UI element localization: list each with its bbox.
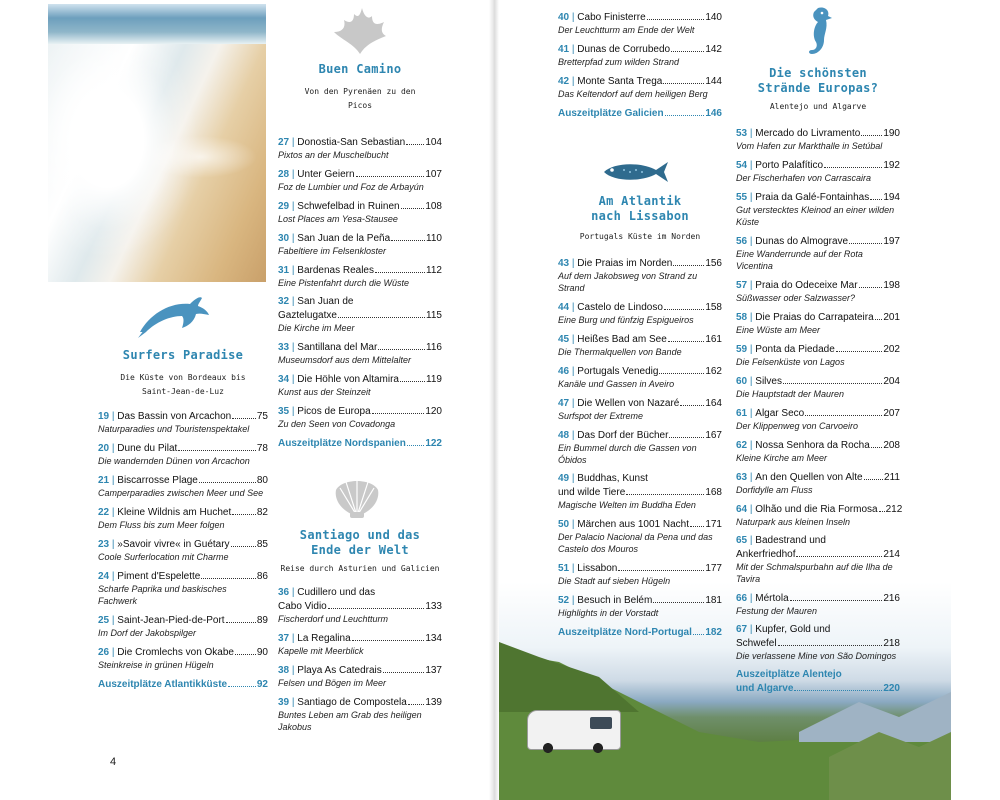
- entry-number: 65: [736, 535, 748, 546]
- entry-page: 214: [883, 549, 900, 560]
- toc-entry[interactable]: 37 | La Regalina 134 Kapelle mit Meerblick: [278, 633, 442, 656]
- entry-description: Felsen und Bögen im Meer: [278, 678, 387, 688]
- entry-description: Kunst aus der Steinzeit: [278, 387, 371, 397]
- entry-number: 56: [736, 236, 748, 247]
- entry-title: Santiago de Compostela: [297, 697, 407, 708]
- entry-description: Dem Fluss bis zum Meer folgen: [98, 520, 225, 530]
- toc-entry[interactable]: 49 | Buddhas, Kunst und wilde Tiere 168 Magische Welten im Buddha Eden: [558, 473, 722, 510]
- toc-entry[interactable]: 32 | San Juan de Gaztelugatxe 115 Die Kirche im Meer: [278, 296, 442, 333]
- entry-title: Dunas do Almograve: [755, 236, 849, 247]
- entry-number: 19: [98, 411, 110, 422]
- entry-description: Eine Wanderrunde auf der Rota Vicentina: [736, 249, 863, 271]
- entry-title: Playa As Catedrais: [297, 665, 382, 676]
- toc-entry[interactable]: 27 | Donostia-San Sebastian 104 Pixtos an der Muschelbucht: [278, 137, 442, 160]
- toc-entry[interactable]: 34 | Die Höhle von Altamira 119 Kunst aus der Steinzeit: [278, 374, 442, 397]
- toc-list: [98, 409, 268, 671]
- section-heading: Am Atlantik nach Lissabon: [591, 194, 689, 223]
- entry-title: »Savoir vivre« in Guétary: [117, 539, 230, 550]
- entry-number: 21: [98, 475, 110, 486]
- entry-title: Ponta da Piedade: [755, 344, 835, 355]
- toc-entry[interactable]: 66 | Mértola 216 Festung der Mauren: [736, 593, 900, 616]
- entry-title: Biscarrosse Plage: [117, 475, 198, 486]
- entry-page: 202: [883, 344, 900, 355]
- entry-page: 190: [883, 128, 900, 139]
- entry-description: Im Dorf der Jakobspilger: [98, 628, 197, 638]
- entry-page: 140: [705, 12, 722, 23]
- entry-number: 66: [736, 593, 748, 604]
- entry-title: Monte Santa Trega: [577, 76, 663, 87]
- entry-number: 46: [558, 366, 570, 377]
- entry-description: Süßwasser oder Salzwasser?: [736, 293, 856, 303]
- entry-page: 197: [883, 236, 900, 247]
- entry-title: San Juan de: [297, 296, 354, 307]
- toc-list: [558, 10, 722, 100]
- section-strande-europas: [736, 66, 903, 695]
- entry-title: Piment d'Espelette: [117, 571, 201, 582]
- entry-page: 162: [705, 366, 722, 377]
- page-number: 4: [110, 756, 117, 768]
- sardine-icon: [600, 160, 670, 184]
- vulture-icon: [332, 6, 388, 56]
- entry-page: 112: [426, 265, 442, 276]
- entry-title: Picos de Europa: [297, 406, 371, 417]
- entry-number: 44: [558, 302, 570, 313]
- entry-page: 194: [883, 192, 900, 203]
- entry-number: 51: [558, 563, 570, 574]
- entry-page: 82: [256, 507, 268, 518]
- entry-number: 53: [736, 128, 748, 139]
- toc-entry[interactable]: 56 | Dunas do Almograve 197 Eine Wanderrunde auf der Rota Vicentina: [736, 236, 900, 271]
- entry-page: 78: [256, 443, 268, 454]
- entry-page: 168: [705, 487, 722, 498]
- entry-page: 116: [426, 342, 442, 353]
- entry-number: 55: [736, 192, 748, 203]
- toc-entry[interactable]: 24 | Piment d'Espelette 86 Scharfe Paprika und baskisches Fachwerk: [98, 571, 268, 606]
- section-subtitle: Portugals Küste im Norden: [579, 232, 701, 241]
- entry-page: 198: [883, 280, 900, 291]
- entry-title: Dune du Pilat: [117, 443, 178, 454]
- toc-entry[interactable]: 58 | Die Praias do Carrapateira 201 Eine Wüste am Meer: [736, 312, 900, 335]
- toc-entry[interactable]: 29 | Schwefelbad in Ruinen 108 Lost Places am Yesa-Stausee: [278, 201, 442, 224]
- entry-number: 59: [736, 344, 748, 355]
- entry-number: 52: [558, 595, 570, 606]
- entry-title: Kleine Wildnis am Huchet: [117, 507, 232, 518]
- entry-title-line2: Schwefel: [736, 638, 777, 649]
- entry-number: 38: [278, 665, 290, 676]
- entry-number: 35: [278, 406, 290, 417]
- toc-entry[interactable]: 41 | Dunas de Corrubedo 142 Bretterpfad zum wilden Strand: [558, 44, 722, 67]
- toc-entry[interactable]: 25 | Saint-Jean-Pied-de-Port 89 Im Dorf der Jakobspilger: [98, 615, 268, 638]
- entry-number: 43: [558, 258, 570, 269]
- entry-description: Bretterpfad zum wilden Strand: [558, 57, 680, 67]
- entry-description: Die wandernden Dünen von Arcachon: [98, 456, 250, 466]
- entry-page: 104: [425, 137, 442, 148]
- entry-number: 58: [736, 312, 748, 323]
- entry-description: Naturpark aus kleinen Inseln: [736, 517, 851, 527]
- entry-page: 167: [705, 430, 722, 441]
- entry-number: 22: [98, 507, 110, 518]
- entry-description: Auf dem Jakobsweg von Strand zu Strand: [558, 271, 698, 293]
- dolphin-icon: [136, 292, 212, 340]
- toc-list: [558, 256, 722, 619]
- entry-number: 40: [558, 12, 570, 23]
- section-galicien-end: [558, 10, 722, 120]
- entry-page: 177: [705, 563, 722, 574]
- entry-number: 45: [558, 334, 570, 345]
- entry-title: Die Praias do Carrapateira: [755, 312, 874, 323]
- entry-title: Praia da Galé-Fontainhas: [755, 192, 870, 203]
- toc-entry[interactable]: 48 | Das Dorf der Bücher 167 Ein Bummel durch die Gassen von Óbidos: [558, 430, 722, 465]
- entry-page: 115: [426, 310, 442, 321]
- entry-number: 62: [736, 440, 748, 451]
- entry-title: Olhão und die Ria Formosa: [755, 504, 878, 515]
- auszeit-label: Auszeitplätze Atlantikküste: [98, 679, 228, 690]
- toc-entry[interactable]: 30 | San Juan de la Peña 110 Fabeltiere im Felsenkloster: [278, 233, 442, 256]
- entry-page: 211: [884, 472, 900, 483]
- entry-number: 48: [558, 430, 570, 441]
- entry-number: 36: [278, 587, 290, 598]
- section-santiago: [278, 528, 442, 739]
- entry-description: Das Keltendorf auf dem heiligen Berg: [558, 89, 708, 99]
- section-subtitle: Die Küste von Bordeaux bis Saint-Jean-de-Luz: [120, 373, 246, 396]
- entry-page: 156: [705, 258, 722, 269]
- toc-entry[interactable]: 57 | Praia do Odeceixe Mar 198 Süßwasser oder Salzwasser?: [736, 280, 900, 303]
- toc-entry[interactable]: 33 | Santillana del Mar 116 Museumsdorf aus dem Mittelalter: [278, 342, 442, 365]
- entry-description: Der Fischerhafen von Carrascaira: [736, 173, 872, 183]
- entry-page: 75: [256, 411, 268, 422]
- entry-number: 31: [278, 265, 290, 276]
- entry-page: 204: [883, 376, 900, 387]
- entry-title-line2: und wilde Tiere: [558, 487, 626, 498]
- section-heading: Surfers Paradise: [122, 348, 244, 362]
- entry-number: 60: [736, 376, 748, 387]
- entry-description: Der Klippenweg von Carvoeiro: [736, 421, 859, 431]
- entry-number: 67: [736, 624, 748, 635]
- auszeit-label: Auszeitplätze Nordspanien: [278, 438, 406, 449]
- toc-entry[interactable]: 42 | Monte Santa Trega 144 Das Keltendorf auf dem heiligen Berg: [558, 76, 722, 99]
- section-surfers-paradise: [98, 348, 268, 691]
- toc-entry[interactable]: 20 | Dune du Pilat 78 Die wandernden Dünen von Arcachon: [98, 443, 268, 466]
- entry-description: Naturparadies und Touristenspektakel: [98, 424, 250, 434]
- entry-title: Märchen aus 1001 Nacht: [577, 519, 690, 530]
- entry-description: Camperparadies zwischen Meer und See: [98, 488, 264, 498]
- entry-page: 161: [705, 334, 722, 345]
- entry-title: Cabo Finisterre: [577, 12, 646, 23]
- toc-entry[interactable]: 50 | Märchen aus 1001 Nacht 171 Der Palacio Nacional da Pena und das Castelo dos Mouros: [558, 519, 722, 554]
- toc-entry[interactable]: 64 | Olhão und die Ria Formosa 212 Naturpark aus kleinen Inseln: [736, 504, 903, 527]
- entry-page: 142: [705, 44, 722, 55]
- entry-description: Surfspot der Extreme: [558, 411, 644, 421]
- toc-list: [278, 135, 442, 430]
- auszeit-page: 146: [705, 108, 722, 119]
- entry-number: 28: [278, 169, 290, 180]
- entry-title: Portugals Venedig: [577, 366, 659, 377]
- entry-page: 139: [425, 697, 442, 708]
- auszeit-page: 122: [425, 438, 442, 449]
- entry-description: Zu den Seen von Covadonga: [278, 419, 396, 429]
- toc-entry[interactable]: 46 | Portugals Venedig 162 Kanäle und Gassen in Aveiro: [558, 366, 722, 389]
- entry-title-line2: Ankerfriedhof: [736, 549, 796, 560]
- entry-title: Algar Seco: [755, 408, 805, 419]
- entry-title: Das Bassin von Arcachon: [117, 411, 232, 422]
- entry-number: 33: [278, 342, 290, 353]
- entry-title: Praia do Odeceixe Mar: [755, 280, 858, 291]
- entry-number: 24: [98, 571, 110, 582]
- entry-description: Scharfe Paprika und baskisches Fachwerk: [98, 584, 227, 606]
- entry-title: Mértola: [755, 593, 789, 604]
- toc-entry[interactable]: 21 | Biscarrosse Plage 80 Camperparadies zwischen Meer und See: [98, 475, 268, 498]
- entry-description: Pixtos an der Muschelbucht: [278, 150, 389, 160]
- entry-number: 25: [98, 615, 110, 626]
- entry-page: 208: [883, 440, 900, 451]
- entry-number: 57: [736, 280, 748, 291]
- toc-entry[interactable]: 23 | »Savoir vivre« in Guétary 85 Coole Surferlocation mit Charme: [98, 539, 268, 562]
- entry-title-line2: Cabo Vidio: [278, 601, 327, 612]
- entry-description: Eine Pistenfahrt durch die Wüste: [278, 278, 410, 288]
- auszeit-label-line2: und Algarve: [736, 683, 794, 694]
- toc-entry[interactable]: 60 | Silves 204 Die Hauptstadt der Mauren: [736, 376, 900, 399]
- toc-entry[interactable]: 67 | Kupfer, Gold und Schwefel 218 Die verlassene Mine von São Domingos: [736, 624, 900, 661]
- auszeit-entry[interactable]: [98, 677, 268, 691]
- section-buen-camino: [278, 62, 442, 450]
- entry-description: Kleine Kirche am Meer: [736, 453, 828, 463]
- entry-page: 110: [426, 233, 442, 244]
- entry-description: Eine Wüste am Meer: [736, 325, 821, 335]
- entry-title: Die Höhle von Altamira: [297, 374, 399, 385]
- section-heading: Buen Camino: [318, 62, 402, 76]
- toc-entry[interactable]: 51 | Lissabon 177 Die Stadt auf sieben Hügeln: [558, 563, 722, 586]
- entry-title: Badestrand und: [755, 535, 826, 546]
- toc-entry[interactable]: 47 | Die Wellen von Nazaré 164 Surfspot der Extreme: [558, 398, 722, 421]
- entry-title: Die Wellen von Nazaré: [577, 398, 680, 409]
- toc-entry[interactable]: 31 | Bardenas Reales 112 Eine Pistenfahrt durch die Wüste: [278, 265, 442, 288]
- auszeit-entry[interactable]: [736, 668, 900, 695]
- section-heading: Santiago und das Ende der Welt: [299, 528, 421, 557]
- toc-entry[interactable]: 19 | Das Bassin von Arcachon 75 Naturparadies und Touristenspektakel: [98, 411, 268, 434]
- entry-number: 29: [278, 201, 290, 212]
- entry-page: 144: [705, 76, 722, 87]
- beach-photo: [48, 4, 266, 282]
- entry-page: 119: [426, 374, 442, 385]
- entry-title: Lissabon: [577, 563, 618, 574]
- entry-description: Die Kirche im Meer: [278, 323, 355, 333]
- entry-description: Magische Welten im Buddha Eden: [558, 500, 696, 510]
- entry-number: 32: [278, 296, 290, 307]
- entry-page: 158: [705, 302, 722, 313]
- entry-title: Besuch in Belém: [577, 595, 653, 606]
- toc-entry[interactable]: 63 | An den Quellen von Alte 211 Dorfidylle am Fluss: [736, 472, 900, 495]
- toc-entry[interactable]: 22 | Kleine Wildnis am Huchet 82 Dem Fluss bis zum Meer folgen: [98, 507, 268, 530]
- entry-number: 54: [736, 160, 748, 171]
- entry-description: Die Thermalquellen von Bande: [558, 347, 682, 357]
- toc-entry[interactable]: 59 | Ponta da Piedade 202 Die Felsenküste von Lagos: [736, 344, 900, 367]
- entry-title: Kupfer, Gold und: [755, 624, 831, 635]
- section-subtitle: Reise durch Asturien und Galicien: [280, 564, 440, 573]
- entry-description: Vom Hafen zur Markthalle in Setúbal: [736, 141, 883, 151]
- entry-description: Kanäle und Gassen in Aveiro: [558, 379, 675, 389]
- entry-description: Der Palacio Nacional da Pena und das Castelo dos Mouros: [558, 532, 713, 554]
- entry-title: Donostia-San Sebastian: [297, 137, 406, 148]
- auszeit-label: Auszeitplätze Nord-Portugal: [558, 627, 692, 638]
- toc-entry[interactable]: 36 | Cudillero und das Cabo Vidio 133 Fischerdorf und Leuchtturm: [278, 587, 442, 624]
- entry-description: Dorfidylle am Fluss: [736, 485, 813, 495]
- toc-entry[interactable]: 40 | Cabo Finisterre 140 Der Leuchtturm am Ende der Welt: [558, 12, 722, 35]
- entry-description: Fischerdorf und Leuchtturm: [278, 614, 389, 624]
- entry-title: San Juan de la Peña: [297, 233, 391, 244]
- section-heading: Die schönsten Strände Europas?: [757, 66, 879, 95]
- entry-description: Die verlassene Mine von São Domingos: [736, 651, 897, 661]
- auszeit-entry[interactable]: [558, 625, 722, 639]
- entry-number: 50: [558, 519, 570, 530]
- toc-entry[interactable]: 45 | Heißes Bad am See 161 Die Thermalquellen von Bande: [558, 334, 722, 357]
- entry-number: 37: [278, 633, 290, 644]
- entry-page: 108: [425, 201, 442, 212]
- auszeit-entry[interactable]: [558, 106, 722, 120]
- entry-description: Festung der Mauren: [736, 606, 818, 616]
- entry-title: Mercado do Livramento: [755, 128, 861, 139]
- entry-description: Eine Burg und fünfzig Espigueiros: [558, 315, 694, 325]
- entry-page: 134: [425, 633, 442, 644]
- toc-list: [736, 126, 903, 662]
- entry-page: 80: [256, 475, 268, 486]
- entry-page: 85: [256, 539, 268, 550]
- entry-number: 61: [736, 408, 748, 419]
- toc-entry[interactable]: 39 | Santiago de Compostela 139 Buntes Leben am Grab des heiligen Jakobus: [278, 697, 442, 732]
- toc-entry[interactable]: 54 | Porto Palafítico 192 Der Fischerhafen von Carrascaira: [736, 160, 900, 183]
- entry-description: Ein Bummel durch die Gassen von Óbidos: [558, 443, 697, 465]
- entry-page: 212: [885, 504, 903, 515]
- toc-entry[interactable]: 35 | Picos de Europa 120 Zu den Seen von Covadonga: [278, 406, 442, 429]
- section-am-atlantik: [558, 194, 722, 639]
- entry-page: 207: [883, 408, 900, 419]
- entry-title: Cudillero und das: [297, 587, 376, 598]
- entry-description: Highlights in der Vorstadt: [558, 608, 659, 618]
- entry-description: Kapelle mit Meerblick: [278, 646, 364, 656]
- entry-title: Heißes Bad am See: [577, 334, 667, 345]
- auszeit-label: Auszeitplätze Alentejo: [736, 669, 842, 680]
- toc-entry[interactable]: 55 | Praia da Galé-Fontainhas 194 Gut verstecktes Kleinod an einer wilden Küste: [736, 192, 900, 227]
- toc-entry[interactable]: 43 | Die Praias im Norden 156 Auf dem Jakobsweg von Strand zu Strand: [558, 258, 722, 293]
- scallop-shell-icon: [332, 474, 382, 518]
- entry-title: Saint-Jean-Pied-de-Port: [117, 615, 225, 626]
- entry-description: Coole Surferlocation mit Charme: [98, 552, 229, 562]
- entry-page: 201: [883, 312, 900, 323]
- entry-description: Fabeltiere im Felsenkloster: [278, 246, 387, 256]
- toc-entry[interactable]: 26 | Die Cromlechs von Okabe 90 Steinkreise in grünen Hügeln: [98, 647, 268, 670]
- entry-page: 133: [425, 601, 442, 612]
- entry-number: 49: [558, 473, 570, 484]
- auszeit-page: 220: [883, 683, 900, 694]
- toc-entry[interactable]: 38 | Playa As Catedrais 137 Felsen und Bögen im Meer: [278, 665, 442, 688]
- entry-number: 27: [278, 137, 290, 148]
- section-subtitle: Von den Pyrenäen zu den Picos: [304, 87, 416, 110]
- entry-number: 63: [736, 472, 748, 483]
- entry-description: Gut verstecktes Kleinod an einer wilden Küste: [736, 205, 895, 227]
- entry-title: Die Cromlechs von Okabe: [117, 647, 234, 658]
- entry-number: 34: [278, 374, 290, 385]
- entry-title: An den Quellen von Alte: [755, 472, 863, 483]
- entry-page: 137: [425, 665, 442, 676]
- entry-page: 218: [883, 638, 900, 649]
- toc-list: [278, 586, 442, 733]
- entry-description: Die Felsenküste von Lagos: [736, 357, 845, 367]
- entry-page: 181: [705, 595, 722, 606]
- entry-title: La Regalina: [297, 633, 351, 644]
- entry-title: Silves: [755, 376, 782, 387]
- entry-title: Schwefelbad in Ruinen: [297, 201, 400, 212]
- entry-page: 192: [883, 160, 900, 171]
- entry-page: 86: [256, 571, 268, 582]
- entry-number: 20: [98, 443, 110, 454]
- entry-number: 30: [278, 233, 290, 244]
- auszeit-entry[interactable]: [278, 436, 442, 450]
- entry-description: Buntes Leben am Grab des heiligen Jakobus: [278, 710, 422, 732]
- toc-entry[interactable]: 44 | Castelo de Lindoso 158 Eine Burg und fünfzig Espigueiros: [558, 302, 722, 325]
- toc-entry[interactable]: 53 | Mercado do Livramento 190 Vom Hafen zur Markthalle in Setúbal: [736, 128, 900, 151]
- entry-description: Foz de Lumbier und Foz de Arbayún: [278, 182, 424, 192]
- section-subtitle: Alentejo und Algarve: [769, 102, 867, 111]
- toc-entry[interactable]: 62 | Nossa Senhora da Rocha 208 Kleine Kirche am Meer: [736, 440, 900, 463]
- entry-title: Santillana del Mar: [297, 342, 378, 353]
- toc-entry[interactable]: 28 | Unter Geiern 107 Foz de Lumbier und Foz de Arbayún: [278, 169, 442, 192]
- auszeit-page: 182: [705, 627, 722, 638]
- entry-number: 41: [558, 44, 570, 55]
- book-spine: [489, 0, 499, 800]
- camper-van: [527, 710, 621, 750]
- entry-title: Buddhas, Kunst: [577, 473, 648, 484]
- entry-title: Dunas de Corrubedo: [577, 44, 671, 55]
- entry-page: 164: [705, 398, 722, 409]
- entry-title: Die Praias im Norden: [577, 258, 673, 269]
- toc-entry[interactable]: 65 | Badestrand und Ankerfriedhof 214 Mit der Schmalspurbahn auf die Ilha de Tavira: [736, 535, 900, 584]
- toc-entry[interactable]: 52 | Besuch in Belém 181 Highlights in der Vorstadt: [558, 595, 722, 618]
- entry-description: Die Stadt auf sieben Hügeln: [558, 576, 671, 586]
- entry-description: Lost Places am Yesa-Stausee: [278, 214, 398, 224]
- seahorse-icon: [804, 4, 834, 60]
- entry-page: 171: [705, 519, 722, 530]
- entry-title: Porto Palafítico: [755, 160, 824, 171]
- entry-number: 64: [736, 504, 748, 515]
- entry-number: 26: [98, 647, 110, 658]
- entry-number: 47: [558, 398, 570, 409]
- toc-entry[interactable]: 61 | Algar Seco 207 Der Klippenweg von Carvoeiro: [736, 408, 900, 431]
- entry-description: Mit der Schmalspurbahn auf die Ilha de Tavira: [736, 562, 893, 584]
- entry-title-line2: Gaztelugatxe: [278, 310, 337, 321]
- entry-number: 42: [558, 76, 570, 87]
- entry-number: 23: [98, 539, 110, 550]
- entry-number: 39: [278, 697, 290, 708]
- entry-title: Nossa Senhora da Rocha: [755, 440, 870, 451]
- auszeit-label: Auszeitplätze Galicien: [558, 108, 664, 119]
- entry-page: 90: [256, 647, 268, 658]
- entry-page: 107: [425, 169, 442, 180]
- entry-page: 216: [883, 593, 900, 604]
- entry-description: Museumsdorf aus dem Mittelalter: [278, 355, 412, 365]
- entry-page: 120: [425, 406, 442, 417]
- auszeit-page: 92: [256, 679, 268, 690]
- entry-description: Der Leuchtturm am Ende der Welt: [558, 25, 695, 35]
- entry-title: Bardenas Reales: [297, 265, 374, 276]
- entry-description: Die Hauptstadt der Mauren: [736, 389, 845, 399]
- entry-description: Steinkreise in grünen Hügeln: [98, 660, 214, 670]
- entry-page: 89: [256, 615, 268, 626]
- entry-title: Das Dorf der Bücher: [577, 430, 669, 441]
- entry-title: Unter Geiern: [297, 169, 355, 180]
- entry-title: Castelo de Lindoso: [577, 302, 663, 313]
